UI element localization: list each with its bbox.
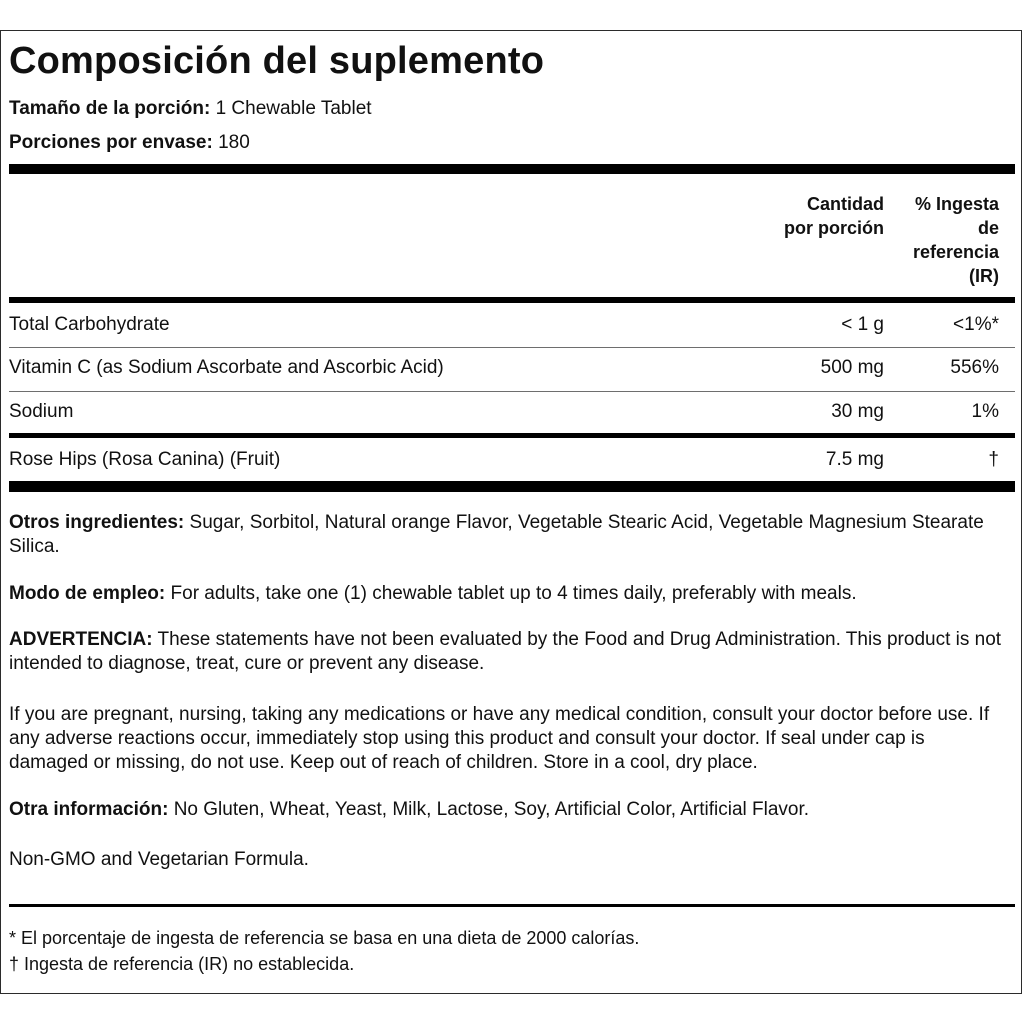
directions-label: Modo de empleo: bbox=[9, 583, 166, 604]
serving-size-value: 1 Chewable Tablet bbox=[215, 98, 372, 119]
footnote-not-established: † Ingesta de referencia (IR) no establecida. bbox=[9, 954, 355, 974]
nutrient-name: Rose Hips (Rosa Canina) (Fruit) bbox=[9, 449, 281, 470]
thick-divider-bottom bbox=[9, 481, 1015, 492]
footnote-reference-intake: * El porcentaje de ingesta de referencia se basa en una dieta de 2000 calorías. bbox=[9, 928, 640, 948]
section-divider bbox=[9, 433, 1015, 438]
other-ingredients-text: Sugar, Sorbitol, Natural orange Flavor, Vegetable Stearic Acid, Vegetable Magnesium Stearate Silica. bbox=[9, 512, 984, 557]
warning bbox=[9, 628, 1009, 676]
amount-per-serving-header bbox=[784, 192, 884, 240]
servings-per-container-label: Porciones por envase: bbox=[9, 132, 213, 153]
nutrient-amount: < 1 g bbox=[841, 314, 884, 335]
nutrient-amount: 7.5 mg bbox=[825, 449, 884, 470]
serving-size-label: Tamaño de la porción: bbox=[9, 98, 211, 119]
footnote-divider bbox=[9, 904, 1015, 907]
directions-text: For adults, take one (1) chewable tablet up to 4 times daily, preferably with meals. bbox=[170, 583, 857, 604]
other-info-label: Otra información: bbox=[9, 799, 169, 820]
warning-label: ADVERTENCIA: bbox=[9, 629, 153, 650]
nutrient-percent: † bbox=[988, 449, 999, 470]
nutrient-name: Sodium bbox=[9, 401, 74, 422]
warning-text: These statements have not been evaluated by the Food and Drug Administration. This product is not intended to diagnose, treat, cure or prevent any disease. bbox=[9, 629, 1002, 674]
nutrient-percent: <1%* bbox=[953, 314, 999, 335]
row-divider bbox=[9, 391, 1015, 392]
dv-header-line: (IR) bbox=[969, 266, 999, 286]
dv-header-line: referencia bbox=[912, 242, 999, 262]
amount-header-line: por porción bbox=[784, 218, 884, 238]
serving-size bbox=[9, 97, 372, 121]
dv-header-line: de bbox=[977, 218, 999, 238]
nutrient-percent: 556% bbox=[950, 357, 999, 378]
nutrient-amount: 500 mg bbox=[820, 357, 884, 378]
nutrient-amount: 30 mg bbox=[831, 401, 884, 422]
page-title: Composición del suplemento bbox=[9, 40, 545, 82]
nutrient-name: Vitamin C (as Sodium Ascorbate and Ascorbic Acid) bbox=[9, 357, 444, 378]
amount-header-line: Cantidad bbox=[806, 194, 884, 214]
other-ingredients bbox=[9, 511, 1009, 559]
nutrient-percent: 1% bbox=[971, 401, 999, 422]
row-divider bbox=[9, 347, 1015, 348]
formula-note: Non-GMO and Vegetarian Formula. bbox=[9, 849, 309, 870]
dv-header-line: % Ingesta bbox=[914, 194, 999, 214]
other-info-text: No Gluten, Wheat, Yeast, Milk, Lactose, Soy, Artificial Color, Artificial Flavor. bbox=[173, 799, 810, 820]
thick-divider-top bbox=[9, 164, 1015, 174]
header-divider bbox=[9, 297, 1015, 303]
servings-per-container bbox=[9, 131, 250, 155]
servings-per-container-value: 180 bbox=[218, 132, 250, 153]
reference-intake-header bbox=[913, 192, 999, 288]
nutrient-name: Total Carbohydrate bbox=[9, 314, 170, 335]
other-info bbox=[9, 798, 1009, 822]
directions bbox=[9, 582, 1009, 606]
caution-text: If you are pregnant, nursing, taking any medications or have any medical condition, consult your doctor before use. If any adverse reactions occur, immediately stop using this product and consult your doctor. If seal under cap is damaged or missing, do not use. Keep out of reach of children. Store in a cool, dry place. bbox=[9, 704, 990, 773]
other-ingredients-label: Otros ingredientes: bbox=[9, 512, 185, 533]
